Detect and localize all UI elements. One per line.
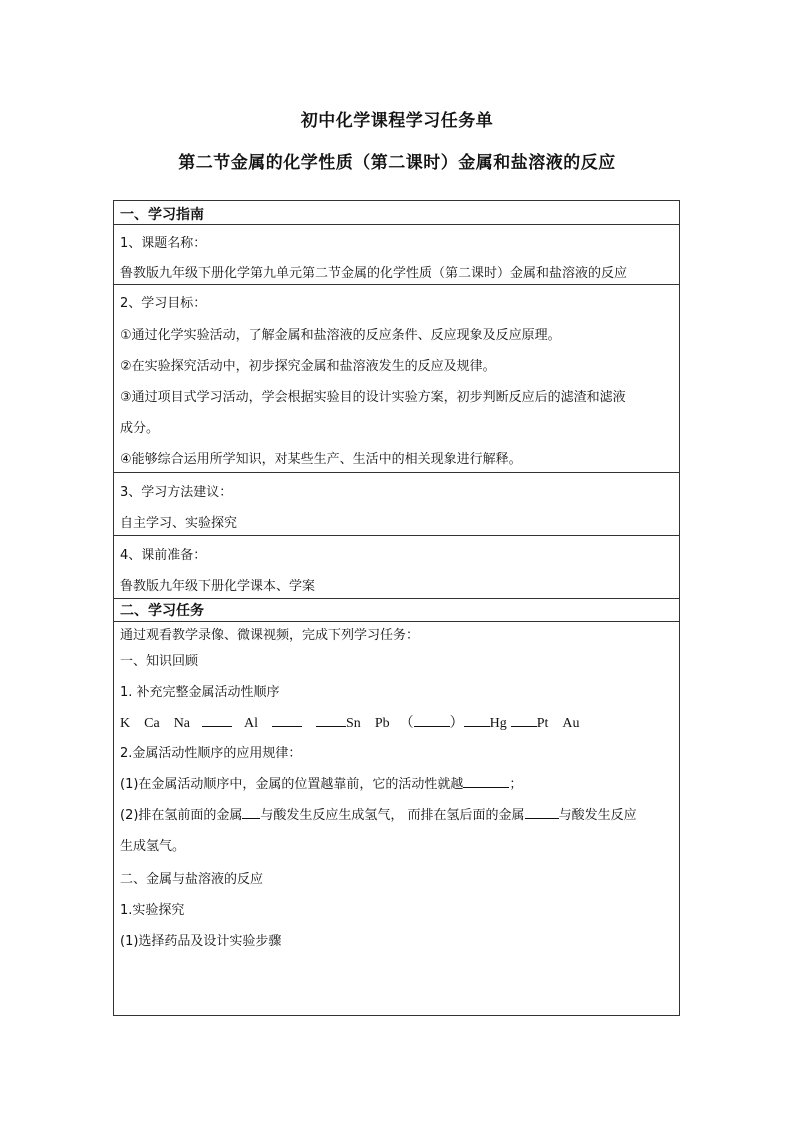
tasks-intro: 通过观看教学录像、微课视频，完成下列学习任务：	[120, 628, 420, 643]
row-divider	[113, 598, 680, 599]
row-divider	[113, 224, 680, 225]
rule-2-text-b: 与酸发生反应生成氢气， 而排在氢后面的金属	[260, 808, 525, 823]
experiment-step-1: (1)选择药品及设计实验步骤	[120, 934, 282, 949]
rule-2-text-a: (2)排在氢前面的金属	[120, 808, 243, 823]
fill-blank[interactable]	[316, 713, 346, 727]
topic-value: 鲁教版九年级下册化学第九单元第二节金属的化学性质（第二课时）金属和盐溶液的反应	[120, 266, 628, 281]
fill-blank[interactable]	[202, 713, 232, 727]
row-divider	[113, 472, 680, 473]
element-ca: Ca	[144, 716, 160, 731]
goal-item-1: ①通过化学实验活动，了解金属和盐溶液的反应条件、反应现象及反应原理。	[120, 328, 561, 343]
document-title: 初中化学课程学习任务单	[300, 111, 494, 131]
row-divider	[113, 621, 680, 622]
element-hg: Hg	[489, 716, 507, 731]
rule-1-end: ；	[509, 777, 523, 792]
element-sn: Sn	[346, 716, 361, 731]
document-subtitle: 第二节金属的化学性质（第二课时）金属和盐溶液的反应	[178, 153, 616, 173]
element-pb: Pb	[374, 716, 390, 731]
paren-close: ）	[449, 716, 464, 731]
rule-2-text-c: 与酸发生反应	[558, 808, 637, 823]
row-divider	[113, 284, 680, 285]
fill-blank[interactable]	[464, 713, 490, 727]
review-item-1: 1. 补充完整金属活动性顺序	[120, 685, 280, 700]
row-divider	[113, 535, 680, 536]
fill-blank[interactable]	[242, 805, 260, 819]
fill-blank[interactable]	[511, 713, 537, 727]
goals-label: 2、学习目标：	[120, 296, 207, 311]
method-label: 3、学习方法建议：	[120, 485, 233, 500]
element-al: Al	[244, 716, 259, 731]
section-heading-tasks: 二、学习任务	[120, 603, 204, 619]
fill-blank[interactable]	[414, 713, 450, 727]
activity-series-row	[120, 712, 580, 732]
element-na: Na	[173, 716, 191, 731]
prep-label: 4、课前准备：	[120, 548, 207, 563]
salt-heading: 二、金属与盐溶液的反应	[120, 872, 264, 887]
review-heading: 一、知识回顾	[120, 654, 199, 669]
review-item-2: 2.金属活动性顺序的应用规律：	[120, 746, 302, 761]
fill-blank[interactable]	[525, 805, 559, 819]
goal-item-2: ②在实验探究活动中，初步探究金属和盐溶液发生的反应及规律。	[120, 359, 496, 374]
goal-item-3-cont: 成分。	[120, 421, 160, 436]
method-value: 自主学习、实验探究	[120, 516, 238, 531]
goal-item-4: ④能够综合运用所学知识，对某些生产、生活中的相关现象进行解释。	[120, 452, 522, 467]
goal-item-3: ③通过项目式学习活动，学会根据实验目的设计实验方案，初步判断反应后的滤渣和滤液	[120, 390, 626, 405]
fill-blank[interactable]	[463, 774, 509, 788]
paren-open: （	[399, 716, 414, 731]
experiment-heading: 1.实验探究	[120, 903, 185, 918]
element-au: Au	[562, 716, 580, 731]
element-pt: Pt	[536, 716, 549, 731]
topic-label: 1、课题名称：	[120, 236, 207, 251]
fill-blank[interactable]	[272, 713, 302, 727]
element-k: K	[120, 716, 131, 731]
rule-1-text: (1)在金属活动顺序中，金属的位置越靠前，它的活动性就越	[120, 777, 464, 792]
rule-1	[120, 773, 522, 792]
prep-value: 鲁教版九年级下册化学课本、学案	[120, 579, 316, 594]
rule-2-cont: 生成氢气。	[120, 839, 186, 854]
rule-2	[120, 804, 637, 823]
section-heading-guide: 一、学习指南	[120, 207, 204, 223]
